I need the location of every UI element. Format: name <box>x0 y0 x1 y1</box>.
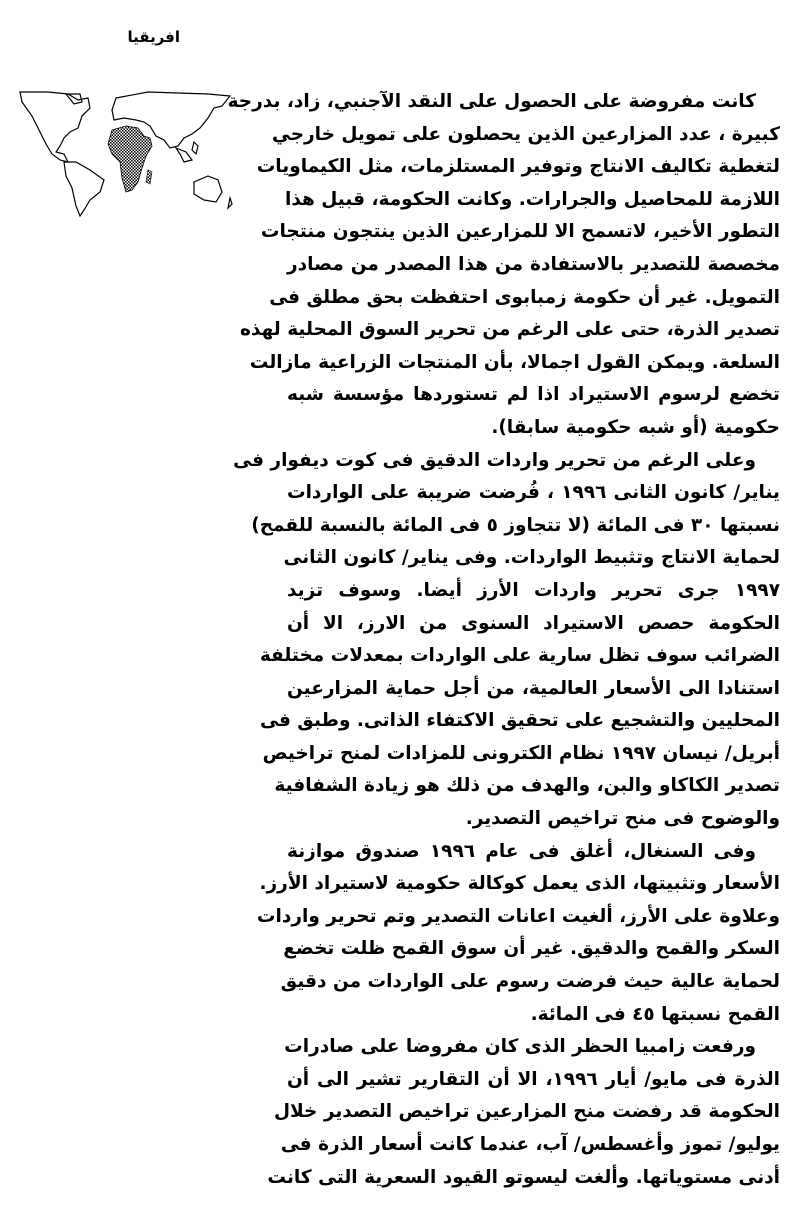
text-line: المحليين والتشجيع على تحقيق الاكتفاء الذاتى. وطبق فى <box>260 710 780 732</box>
text-line: مخصصة للتصدير بالاستفادة من هذا المصدر من مصادر <box>287 253 780 275</box>
text-line: وعلى الرغم من تحرير واردات الدقيق فى كوت ديفوار فى <box>233 449 756 471</box>
new-zealand-shape <box>228 198 232 208</box>
text-line: لحماية عالية حيث فرضت رسوم على الواردات من دقيق <box>280 971 780 993</box>
text-line: لتغطية تكاليف الانتاج وتوفير المستلزمات، مثل الكيماويات <box>256 156 780 178</box>
text-line: الضرائب سوف تظل سارية على الواردات بمعدلات مختلفة <box>259 645 780 667</box>
text-line: وعلاوة على الأرز، ألغيت اعانات التصدير وتم تحرير واردات <box>256 905 780 927</box>
text-line: السكر والقمح والدقيق. غير أن سوق القمح ظلت تخضع <box>283 938 780 960</box>
text-line: اللازمة للمحاصيل والجرارات. وكانت الحكومة، قبيل هذا <box>284 188 780 210</box>
madagascar-shape <box>146 170 152 184</box>
text-line: نسبتها ٣٠ فى المائة (لا تتجاوز ٥ فى المائة بالنسبة للقمح) <box>251 514 780 536</box>
text-line: التمويل. غير أن حكومة زمبابوى احتفظت بحق مطلق فى <box>269 286 780 308</box>
text-line: تصدير الكاكاو والبن، والهدف من ذلك هو زيادة الشفافية <box>274 775 780 797</box>
text-line: كانت مفروضة على الحصول على النقد الآجنبي، زاد، بدرجة <box>227 91 756 112</box>
text-line: القمح نسبتها ٤٥ فى المائة. <box>530 1003 780 1025</box>
australia-shape <box>194 176 222 202</box>
africa-shape <box>108 126 152 192</box>
world-map-africa-highlighted-icon <box>8 88 256 218</box>
text-line: كبيرة ، عدد المزارعين الذين يحصلون على تمويل خارجي <box>271 123 780 145</box>
text-line: أدنى مستوياتها. وألغت ليسوتو القيود السعرية التى كانت <box>267 1166 780 1188</box>
text-line: أبريل/ نيسان ١٩٩٧ نظام الكترونى للمزادات لمنح تراخيص <box>262 742 780 764</box>
text-line: التطور الأخير، لاتسمح الا للمزارعين الذين ينتجون منتجات <box>260 221 780 243</box>
text-line: السلعة. ويمكن القول اجمالا، بأن المنتجات الزراعية مازالت <box>249 351 780 373</box>
text-line: لحماية الانتاج وتثبيط الواردات. وفى يناير/ كانون الثانى <box>283 547 780 569</box>
text-line: ورفعت زامبيا الحظر الذى كان مفروضا على صادرات <box>284 1036 756 1058</box>
text-line: يوليو/ تموز وأغسطس/ آب، عندما كانت أسعار الذرة فى <box>280 1134 780 1155</box>
text-line: حكومية (أو شبه حكومية سابقا). <box>491 416 780 438</box>
south-america-shape <box>64 162 104 216</box>
text-line: والوضوح فى منح تراخيص التصدير. <box>465 808 780 830</box>
text-line: استنادا الى الأسعار العالمية، من أجل حماية المزارعين <box>287 677 780 699</box>
greenland-shape <box>66 94 82 104</box>
text-line: الحكومة حصص الاستيراد السنوى من الارز، الا أن <box>287 612 780 634</box>
text-line: الأسعار وتثبيتها، الذى يعمل كوكالة حكومية لاستيراد الأرز. <box>259 873 780 895</box>
text-line: ١٩٩٧ جرى تحرير واردات الأرز أيضا. وسوف تزيد <box>287 579 780 601</box>
text-line: الحكومة قد رفضت منح المزارعين تراخيص التصدير خلال <box>273 1101 780 1123</box>
article-body <box>227 86 780 1194</box>
text-line: تصدير الذرة، حتى على الرغم من تحرير السوق المحلية لهذه <box>239 319 780 341</box>
page-header-title: افريقيا <box>127 28 180 46</box>
text-line: تخضع لرسوم الاستيراد اذا لم تستوردها مؤسسة شبه <box>287 384 780 406</box>
text-line: وفى السنغال، أغلق فى عام ١٩٩٦ صندوق موازنة <box>287 840 756 862</box>
text-line: الذرة فى مايو/ أيار ١٩٩٦، الا أن التقارير تشير الى أن <box>287 1068 780 1090</box>
text-line: يناير/ كانون الثانى ١٩٩٦ ، فُرضت ضريبة على الواردات <box>287 482 780 504</box>
